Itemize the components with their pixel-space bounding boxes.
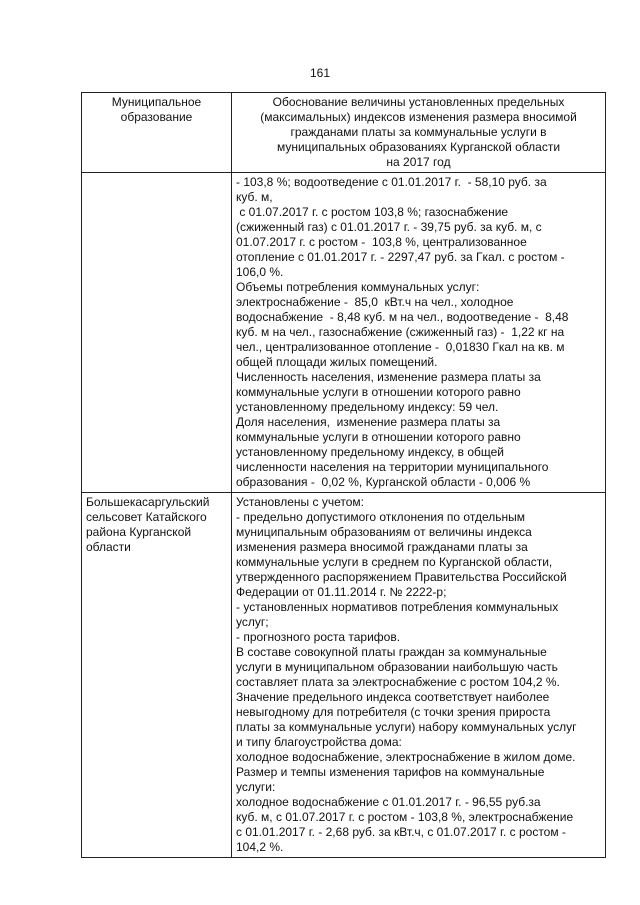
municipality-name-line: сельсовет Катайского xyxy=(86,510,207,524)
municipality-cell xyxy=(82,173,232,493)
justification-text-line: - установленных нормативов потребления коммунальных xyxy=(236,600,559,614)
justification-text-line: коммунальные услуги в отношении которого равно xyxy=(236,430,521,444)
justification-text-line: Доля населения, изменение размера платы за xyxy=(236,415,501,429)
justification-text-line: отопление с 01.01.2017 г. - 2297,47 руб. за Гкал. с ростом - xyxy=(236,250,565,264)
header-text-line: Обоснование величины установленных предельных xyxy=(272,95,565,109)
justification-text-line: куб. м, с 01.07.2017 г. с ростом - 103,8 %, электроснабжение xyxy=(236,810,574,824)
justification-text-line: куб. м на чел., газоснабжение (сжиженный газ) - 1,22 кг на xyxy=(236,325,565,339)
table-header-row xyxy=(82,93,606,173)
table-row xyxy=(82,173,606,493)
header-text-line: образование xyxy=(120,110,193,124)
table-body xyxy=(82,173,606,858)
justification-text-line: электроснабжение - 85,0 кВт.ч на чел., холодное xyxy=(236,295,514,309)
justification-text-line: с 01.07.2017 г. с ростом 103,8 %; газоснабжение xyxy=(236,205,509,219)
justification-text-line: - предельно допустимого отклонения по отдельным xyxy=(236,510,525,524)
justification-text-line: В составе совокупной платы граждан за коммунальные xyxy=(236,645,547,659)
header-municipality xyxy=(82,93,232,173)
justification-cell xyxy=(232,493,606,858)
header-text-line: (максимальных) индексов изменения размера вносимой xyxy=(260,110,577,124)
header-justification xyxy=(232,93,606,173)
justification-text-line: Объемы потребления коммунальных услуг: xyxy=(236,280,480,294)
header-text-line: гражданами платы за коммунальные услуги в xyxy=(290,125,547,139)
justification-text-line: Федерации от 01.11.2014 г. № 2222-р; xyxy=(236,585,447,599)
justification-text-line: водоснабжение - 8,48 куб. м на чел., водоотведение - 8,48 xyxy=(236,310,569,324)
justification-text-line: услуги: xyxy=(236,780,276,794)
justification-text-line: и типу благоустройства дома: xyxy=(236,735,402,749)
justification-cell xyxy=(232,173,606,493)
justification-text-line: Значение предельного индекса соответствует наиболее xyxy=(236,690,550,704)
justification-text-line: утвержденного распоряжением Правительства Российской xyxy=(236,570,567,584)
justification-text-line: - 103,8 %; водоотведение с 01.01.2017 г. - 58,10 руб. за xyxy=(236,175,547,189)
justification-text-line: установленному предельному индексу: 59 чел. xyxy=(236,400,499,414)
justification-text-line: с 01.01.2017 г. - 2,68 руб. за кВт.ч, с 01.07.2017 г. с ростом - xyxy=(236,825,566,839)
municipality-name-line: области xyxy=(86,540,131,554)
municipality-name-line: Большекасаргульский xyxy=(86,495,210,509)
justification-text-line: - прогнозного роста тарифов. xyxy=(236,630,401,644)
justification-text-line: чел., централизованное отопление - 0,01830 Гкал на кв. м xyxy=(236,340,565,354)
municipality-cell xyxy=(82,493,232,858)
justification-text-line: образования - 0,02 %, Курганской области - 0,006 % xyxy=(236,475,531,489)
justification-text-line: холодное водоснабжение, электроснабжение в жилом доме. xyxy=(236,750,576,764)
justification-text-line: куб. м, xyxy=(236,190,273,204)
justification-text-line: 104,2 %. xyxy=(236,840,284,854)
justification-text-line: невыгодному для потребителя (с точки зрения прироста xyxy=(236,705,551,719)
justification-text-line: Установлены с учетом: xyxy=(236,495,364,509)
justification-text-line: услуги в муниципальном образовании наибольшую часть xyxy=(236,660,558,674)
justification-text-line: холодное водоснабжение с 01.01.2017 г. - 96,55 руб.за xyxy=(236,795,541,809)
justification-text-line: численности населения на территории муниципального xyxy=(236,460,549,474)
justification-text-line: Размер и темпы изменения тарифов на коммунальные xyxy=(236,765,545,779)
municipality-name-line: района Курганской xyxy=(86,525,192,539)
justification-text-line: 01.07.2017 г. с ростом - 103,8 %, централизованное xyxy=(236,235,527,249)
justification-text-line: изменения размера вносимой гражданами платы за xyxy=(236,540,528,554)
table-row xyxy=(82,493,606,858)
page-number: 161 xyxy=(309,66,331,80)
header-text-line: муниципальных образованиях Курганской области xyxy=(276,140,561,154)
justification-text-line: Численность населения, изменение размера платы за xyxy=(236,370,541,384)
justification-text-line: установленному предельному индексу, в общей xyxy=(236,445,504,459)
justification-text-line: 106,0 %. xyxy=(236,265,284,279)
justification-text-line: платы за коммунальные услуги) набору коммунальных услуг xyxy=(236,720,577,734)
justification-text-line: коммунальные услуги в среднем по Курганской области, xyxy=(236,555,553,569)
header-text-line: на 2017 год xyxy=(386,155,451,169)
justification-text-line: составляет плата за электроснабжение с ростом 104,2 %. xyxy=(236,675,560,689)
justification-text-line: муниципальным образованиям от величины индекса xyxy=(236,525,532,539)
header-text-line: Муниципальное xyxy=(111,95,202,109)
justification-text-line: (сжиженный газ) с 01.01.2017 г. - 39,75 руб. за куб. м, с xyxy=(236,220,542,234)
justification-text-line: услуг; xyxy=(236,615,269,629)
justification-text-line: коммунальные услуги в отношении которого равно xyxy=(236,385,521,399)
tariff-index-table xyxy=(81,92,606,858)
justification-text-line: общей площади жилых помещений. xyxy=(236,355,438,369)
